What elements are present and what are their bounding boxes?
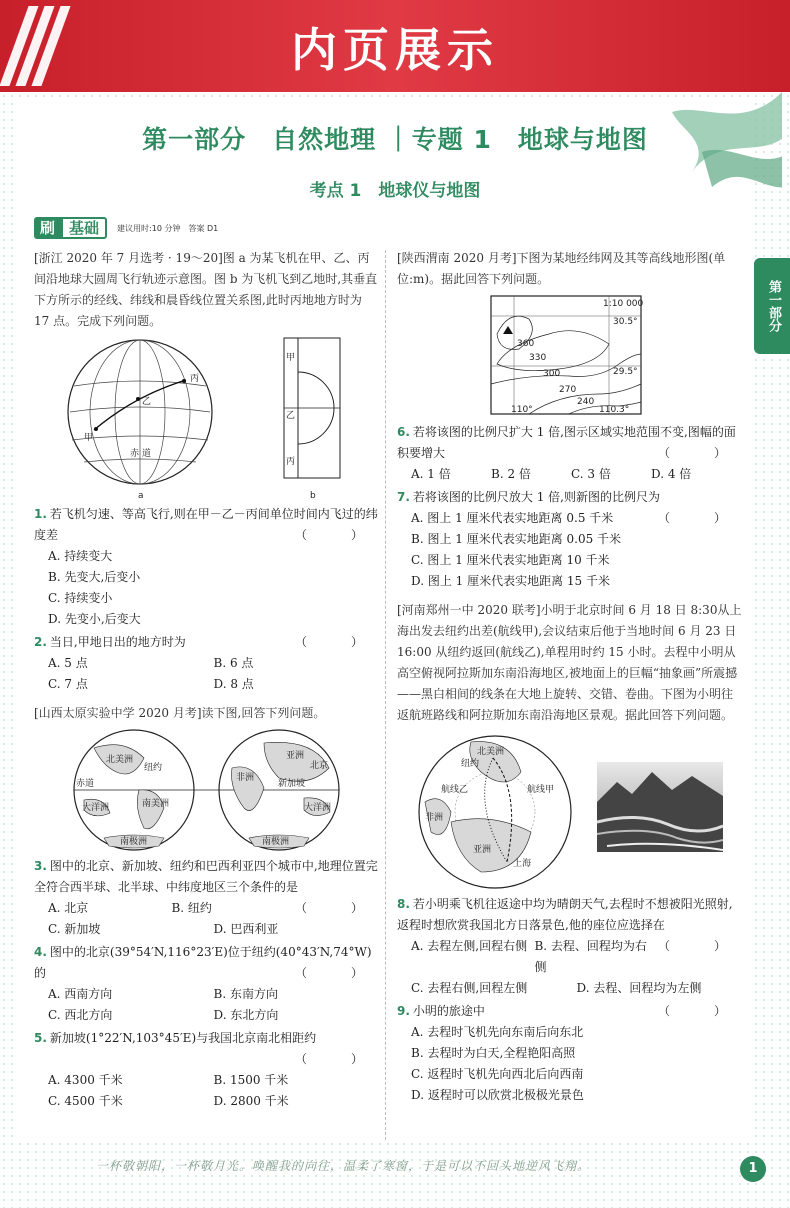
option-c[interactable]: C. 持续变小 xyxy=(48,591,113,605)
label-b-yi: 乙 xyxy=(286,411,296,421)
answer-paren[interactable]: （ ） xyxy=(657,939,742,953)
q-num: 5. xyxy=(34,1031,47,1045)
option-a[interactable]: A. 北京 xyxy=(48,901,89,915)
option-b[interactable]: B. 东南方向 xyxy=(213,987,278,1001)
world-map-figure xyxy=(34,724,379,854)
label-antarctica-w: 南极洲 xyxy=(120,837,148,847)
question-9 xyxy=(397,1001,742,1106)
landscape-photo xyxy=(597,762,723,852)
option-d[interactable]: D. 图上 1 厘米代表实地距离 15 千米 xyxy=(411,574,610,588)
answer-paren[interactable]: （ ） xyxy=(657,511,742,525)
label-oceania-w: 大洋洲 xyxy=(82,803,110,813)
answer-paren[interactable]: （ ） xyxy=(294,635,379,649)
option-d[interactable]: D. 8 点 xyxy=(213,677,254,691)
question-1 xyxy=(34,504,379,630)
answer-paren[interactable]: （ ） xyxy=(657,1004,742,1018)
option-a[interactable]: A. 去程时飞机先向东南后向东北 xyxy=(411,1025,584,1039)
q-text: 图中的北京、新加坡、纽约和巴西利亚四个城市中,地理位置完全符合西半球、北半球、中纬度地区三个条件的是 xyxy=(34,859,378,894)
q-num: 3. xyxy=(34,859,47,873)
question-7 xyxy=(397,487,742,592)
option-a[interactable]: A. 西南方向 xyxy=(48,987,113,1001)
option-d[interactable]: D. 4 倍 xyxy=(651,467,692,481)
q-num: 7. xyxy=(397,490,410,504)
elev-300: 300 xyxy=(543,369,561,379)
option-d[interactable]: D. 先变小,后变大 xyxy=(48,612,141,626)
option-d[interactable]: D. 2800 千米 xyxy=(213,1094,289,1108)
route-figure xyxy=(397,726,742,892)
polar-route-map xyxy=(411,732,581,892)
option-c[interactable]: C. 新加坡 xyxy=(48,922,101,936)
tab-label: 基础 xyxy=(61,217,107,239)
lon-label-2: 110.3° xyxy=(599,405,630,415)
polar-africa: 非洲 xyxy=(425,813,444,823)
option-b[interactable]: B. 去程、回程均为右侧 xyxy=(534,939,647,974)
option-a[interactable]: A. 图上 1 厘米代表实地距离 0.5 千米 xyxy=(411,511,614,525)
hemisphere-maps xyxy=(64,728,374,852)
right-column xyxy=(397,248,742,1106)
polar-route-a: 航线甲 xyxy=(527,785,555,795)
option-a[interactable]: A. 1 倍 xyxy=(411,467,451,481)
q-text: 新加坡(1°22′N,103°45′E)与我国北京南北相距约 xyxy=(49,1031,317,1045)
answer-paren[interactable]: （ ） xyxy=(294,528,379,542)
page-title: 第一部分 自然地理 ｜专题 1 地球与地图 xyxy=(142,125,648,154)
q-text: 若将该图的比例尺扩大 1 倍,图示区域实地范围不变,图幅的面积要增大 xyxy=(397,425,736,460)
option-b[interactable]: B. 1500 千米 xyxy=(213,1073,289,1087)
q-num: 8. xyxy=(397,897,410,911)
option-c[interactable]: C. 4500 千米 xyxy=(48,1094,123,1108)
polar-asia: 亚洲 xyxy=(473,845,492,855)
figure-a xyxy=(64,336,224,500)
option-d[interactable]: D. 东北方向 xyxy=(213,1008,279,1022)
option-a[interactable]: A. 4300 千米 xyxy=(48,1073,123,1087)
lon-label-1: 110° xyxy=(511,405,533,415)
figure-b xyxy=(274,336,354,500)
label-asia: 亚洲 xyxy=(286,751,305,761)
left-column xyxy=(34,248,379,1112)
column-divider xyxy=(385,250,386,1140)
label-n-america: 北美洲 xyxy=(106,755,134,765)
q-text: 若小明乘飞机往返途中均为晴朗天气,去程时不想被阳光照射,返程时想欣赏我国北方日落景色,他的座位应选择在 xyxy=(397,897,733,932)
lat-label-1: 30.5° xyxy=(613,317,638,327)
option-b[interactable]: B. 去程时为白天,全程艳阳高照 xyxy=(411,1046,576,1060)
label-equator-map: 赤道 xyxy=(76,779,95,789)
label-africa: 非洲 xyxy=(236,773,255,783)
q-num: 9. xyxy=(397,1004,410,1018)
q-num: 4. xyxy=(34,945,47,959)
contour-map xyxy=(489,294,645,418)
polar-route-b: 航线乙 xyxy=(441,785,469,795)
option-d[interactable]: D. 去程、回程均为左侧 xyxy=(576,981,702,995)
elev-270: 270 xyxy=(559,385,577,395)
q-num: 2. xyxy=(34,635,47,649)
question-2 xyxy=(34,632,379,695)
option-c[interactable]: C. 7 点 xyxy=(48,677,88,691)
tab-icon-label: 刷 xyxy=(34,217,61,239)
lat-label-2: 29.5° xyxy=(613,367,638,377)
polar-shanghai: 上海 xyxy=(513,859,532,869)
fig-b-caption: b xyxy=(310,491,316,500)
scale-label: 1:10 000 xyxy=(603,299,644,309)
answer-paren[interactable]: （ ） xyxy=(657,446,742,460)
elev-330: 330 xyxy=(529,353,547,363)
elev-360: 360 xyxy=(517,339,535,349)
answer-paren[interactable]: （ ） xyxy=(294,901,379,915)
label-jia: 甲 xyxy=(84,433,94,443)
source-text: [河南郑州一中 2020 联考]小明于北京时间 6 月 18 日 8:30从上海出发去纽约出差(航线甲),会议结束后他于当地时间 6 月 23 日 16:00 从纽约返回(航线乙),单程用时约 15 小时。去程中小明从高空俯视阿拉斯加东南沿海地区,被地面上的巨幅“抽象画”所震撼——黑白相间的线条在大地上旋转、交错、卷曲。下图为小明往返航班路线和阿拉斯加东南沿海地区景观。据此回答下列问题。 xyxy=(397,603,742,722)
source-text: [山西太原实验中学 2020 月考]读下图,回答下列问题。 xyxy=(34,706,326,720)
banner-title: 内页展示 xyxy=(291,23,499,77)
option-b[interactable]: B. 纽约 xyxy=(171,901,212,915)
option-b[interactable]: B. 先变大,后变小 xyxy=(48,570,141,584)
source-text: [浙江 2020 年 7 月选考 · 19～20]图 a 为某飞机在甲、乙、丙间沿地球大圆周飞行轨迹示意图。图 b 为飞机飞到乙地时,其垂直下方所示的经线、纬线和晨昏线位置关系图,此时丙地地方时为 17 点。完成下列问题。 xyxy=(34,251,378,328)
answer-paren[interactable]: （ ） xyxy=(294,966,379,980)
label-bing: 丙 xyxy=(190,374,200,384)
question-3 xyxy=(34,856,379,940)
label-s-america: 南美洲 xyxy=(142,799,170,809)
option-a[interactable]: A. 5 点 xyxy=(48,656,88,670)
time-hint: 建议用时:10 分钟 答案 D1 xyxy=(117,223,219,233)
question-6 xyxy=(397,422,742,485)
elev-240: 240 xyxy=(577,397,595,407)
contour-figure xyxy=(397,292,742,420)
footer-motto: 一杯敬朝阳，一杯敬月光。唤醒我的向往，温柔了寒窗，于是可以不回头地逆风飞翔。 xyxy=(96,1159,591,1173)
source-text: [陕西渭南 2020 月考]下图为某地经纬网及其等高线地形图(单位:m)。据此回答下列问题。 xyxy=(397,251,726,286)
side-tab: 第一部分 xyxy=(754,258,790,354)
q-num: 1. xyxy=(34,507,47,521)
option-d[interactable]: D. 返程时可以欣赏北极极光景色 xyxy=(411,1088,584,1102)
section-tab xyxy=(34,217,218,239)
option-b[interactable]: B. 图上 1 厘米代表实地距离 0.05 千米 xyxy=(411,532,622,546)
label-antarctica-e: 南极洲 xyxy=(262,837,290,847)
polar-newyork: 纽约 xyxy=(461,759,480,769)
option-a[interactable]: A. 持续变大 xyxy=(48,549,113,563)
question-8 xyxy=(397,894,742,999)
q-text: 小明的旅途中 xyxy=(412,1004,485,1018)
label-equator: 赤 道 xyxy=(130,449,151,459)
option-c[interactable]: C. 图上 1 厘米代表实地距离 10 千米 xyxy=(411,553,610,567)
option-a[interactable]: A. 去程左侧,回程右侧 xyxy=(411,939,528,953)
banner xyxy=(0,0,790,92)
answer-paren[interactable]: （ ） xyxy=(294,1052,379,1066)
option-c[interactable]: C. 3 倍 xyxy=(571,467,611,481)
q-text: 图中的北京(39°54′N,116°23′E)位于纽约(40°43′N,74°W)的 xyxy=(34,945,372,980)
polar-n-america: 北美洲 xyxy=(477,747,505,757)
q-text: 若将该图的比例尺放大 1 倍,则新图的比例尺为 xyxy=(412,490,661,504)
label-newyork: 纽约 xyxy=(144,763,163,773)
option-d[interactable]: D. 巴西利亚 xyxy=(213,922,279,936)
figure-group xyxy=(34,336,379,502)
option-b[interactable]: B. 6 点 xyxy=(213,656,254,670)
option-c[interactable]: C. 西北方向 xyxy=(48,1008,113,1022)
label-b-bing: 丙 xyxy=(286,457,296,467)
option-b[interactable]: B. 2 倍 xyxy=(491,467,531,481)
option-c[interactable]: C. 返程时飞机先向西北后向西南 xyxy=(411,1067,584,1081)
label-oceania-e: 大洋洲 xyxy=(304,803,332,813)
label-b-jia: 甲 xyxy=(286,353,296,363)
q-text: 当日,甲地日出的地方时为 xyxy=(49,635,186,649)
option-c[interactable]: C. 去程右侧,回程左侧 xyxy=(411,981,528,995)
page-number: 1 xyxy=(740,1156,766,1182)
question-4 xyxy=(34,942,379,1026)
q-text: 若飞机匀速、等高飞行,则在甲－乙－丙间单位时间内飞过的纬度差 xyxy=(34,507,378,542)
q-num: 6. xyxy=(397,425,410,439)
question-5 xyxy=(34,1028,379,1112)
fig-a-caption: a xyxy=(138,491,144,500)
label-singapore: 新加坡 xyxy=(278,779,306,789)
page-subtitle: 考点 1 地球仪与地图 xyxy=(309,181,481,201)
label-yi: 乙 xyxy=(142,397,152,407)
label-beijing: 北京 xyxy=(310,761,329,771)
